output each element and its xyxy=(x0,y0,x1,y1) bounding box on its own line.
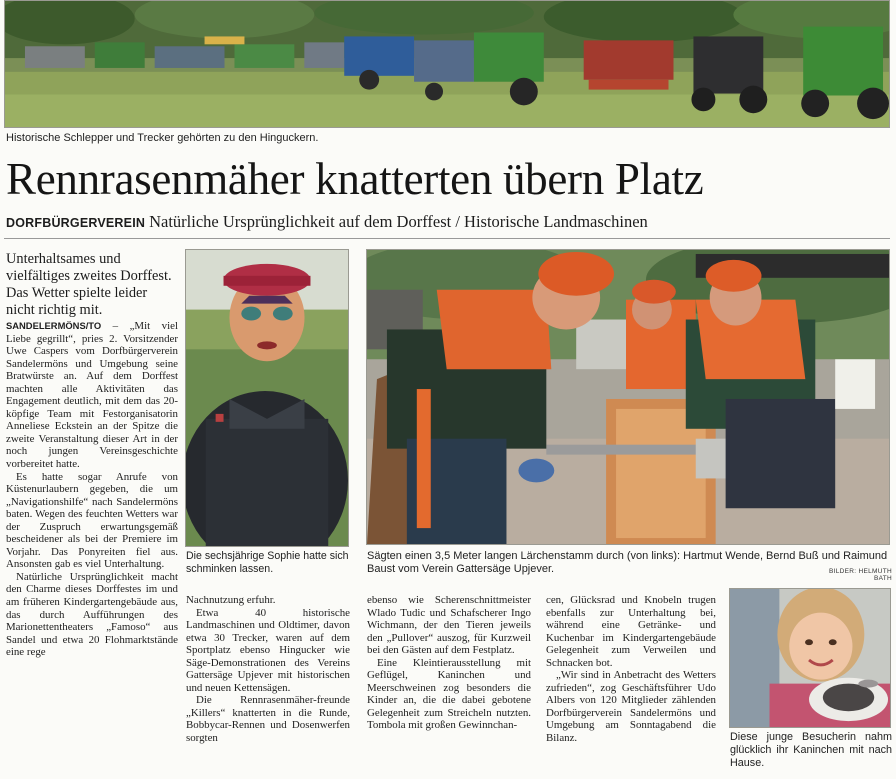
column-3 xyxy=(367,594,531,778)
column-2-paragraph-3: Die Rennrasenmäher-freunde „Killers“ knatterten in die Runde, Bobbycar-Rennen und Dosenwerfen sorgten xyxy=(186,694,350,745)
tractors-photo xyxy=(4,0,890,128)
photo-credit: BILDER: HELMUTH BATH xyxy=(828,568,892,582)
column-4 xyxy=(546,594,716,778)
column-3-paragraph-2: Eine Kleintierausstellung mit Geflügel, Kaninchen und Meerschweinen zog besonders die Kinder an, die die dabei gebotene Gelegenheit zum Streicheln nutzten. Tombola mit großen Gewinnchan- xyxy=(367,656,531,732)
column-2 xyxy=(186,594,350,778)
subheadline-text: Natürliche Ursprünglichkeit auf dem Dorffest / Historische Landmaschinen xyxy=(149,212,648,231)
kicker: DORFBÜRGERVEREIN xyxy=(6,216,146,230)
sophie-photo xyxy=(185,249,349,547)
headline-divider xyxy=(4,238,890,239)
tractors-photo-caption: Historische Schlepper und Trecker gehörten zu den Hinguckern. xyxy=(6,132,319,144)
child-rabbit-photo xyxy=(729,588,891,728)
column-1-paragraph-3: Natürliche Ursprünglichkeit macht den Charme dieses Dorffestes im und am früheren Kindergartengebäude aus, das durch Aufführungen des Marionettentheaters „Famoso“ aus Sandel und etwa 20 Flohmarktstände eine rege xyxy=(6,570,178,659)
sawing-photo-caption: Sägten einen 3,5 Meter langen Lärchenstamm durch (von links): Hartmut Wende, Bernd Buß und Raimund Baust vom Verein Gattersäge Upjever. xyxy=(367,550,888,575)
child-rabbit-photo-caption: Diese junge Besucherin nahm glücklich ihr Kaninchen mit nach Hause. xyxy=(730,731,892,769)
sophie-photo-caption: Die sechsjährige Sophie hatte sich schminken lassen. xyxy=(186,550,349,575)
column-2-paragraph-2: Etwa 40 historische Landmaschinen und Oldtimer, davon etwa 30 Trecker, waren auf dem Sportplatz ebenso Hingucker wie Säge-Demonstrationen des Vereins Gattersäge Upjever mit historischen und neuen Kettensägen. xyxy=(186,606,350,694)
column-1-paragraph-1 xyxy=(6,320,178,471)
column-2-paragraph-1: Nachnutzung erfuhr. xyxy=(186,594,276,606)
column-1-paragraph-1-text: – „Mit viel Liebe gegrillt“, pries 2. Vorsitzender Uwe Caspers vom Dorfbürgerverein Sandelermöns und Umgebung seine Bratwürste an. Auf dem Dorffest machten alle Aktivitäten das Engagement deutlich, mit dem das 20-köpfige Team mit Festorganisatorin Anneliese Eckstein an der Spitze die zweite Veranstaltung dieser Art in der noch jungen Vereinsgeschichte vorbereitet hatte. xyxy=(6,320,178,471)
lead-text: Unterhaltsames und vielfältiges zweites Dorffest. Das Wetter spielte leider nicht richtig mit. xyxy=(6,251,172,318)
column-1 xyxy=(6,320,178,778)
column-4-paragraph-1: cen, Glücksrad und Knobeln trugen ebenfalls zur Unterhaltung bei, während eine Getränke- und Kuchenbar im Kindergartengebäude Gelegenheit zum Verweilen und Schnacken bot. xyxy=(546,594,716,669)
column-3-paragraph-1: ebenso wie Scherenschnittmeister Wlado Tudic und Schafscherer Ingo Wichmann, der den Tieren jeweils den „Pullover“ auszog, für Kurzweil bei den Gästen auf dem Festplatz. xyxy=(367,594,531,657)
column-4-paragraph-2: „Wir sind in Anbetracht des Wetters zufrieden“, zog Geschäftsführer Udo Albers von 120 Mitglieder zählenden Dorfbürgerverein Sandelermöns und Umgebung am Sonntagabend die Bilanz. xyxy=(546,669,716,745)
column-1-paragraph-2: Es hatte sogar Anrufe von Küstenurlaubern gegeben, die um „Navigationshilfe“ nach Sandelermöns baten. Wegen des feuchten Wetters war der Zuspruch erwartungsgemäß bescheidener als bei der Premiere im Vorjahr. Das Ponyreiten fiel aus. Ansonsten gab es viel Unterhaltung. xyxy=(6,470,178,571)
dateline: SANDELERMÖNS/TO xyxy=(6,320,102,331)
headline: Rennrasenmäher knatterten übern Platz xyxy=(6,154,704,204)
sawing-photo xyxy=(366,249,890,545)
subheadline xyxy=(6,212,890,232)
